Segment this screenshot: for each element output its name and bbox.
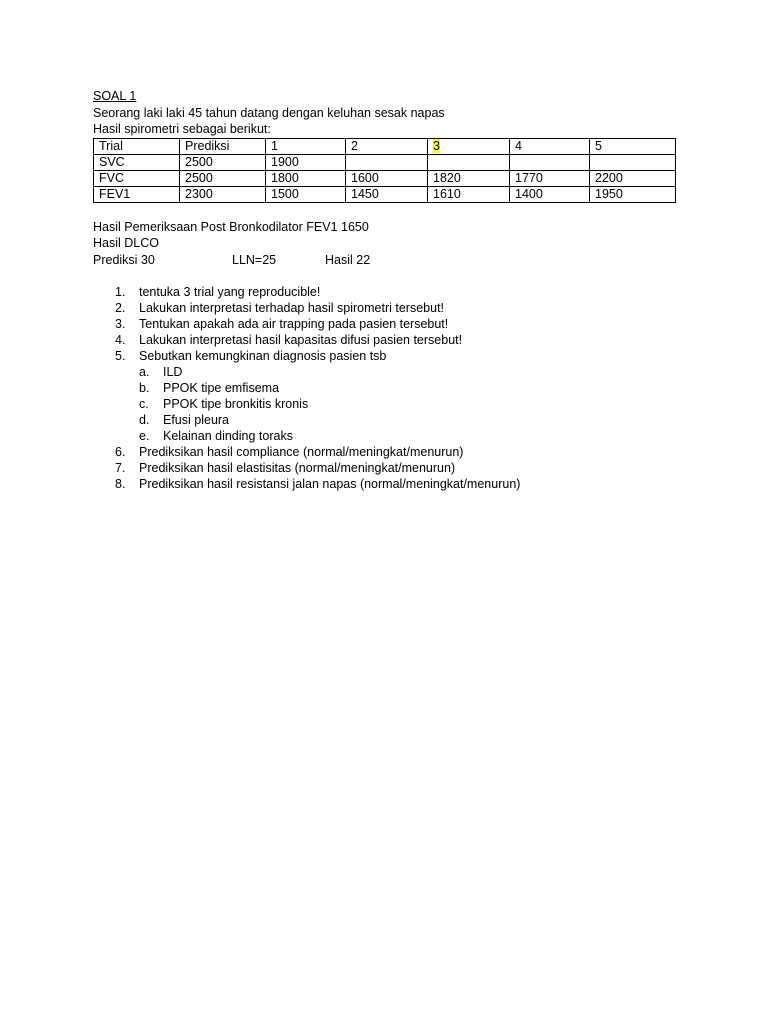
cell-text: 2500 (185, 154, 213, 169)
table-row (94, 154, 676, 170)
option-item (93, 364, 693, 380)
intro-text-2: Hasil spirometri sebagai berikut: (93, 122, 271, 136)
list-text: PPOK tipe bronkitis kronis (163, 397, 309, 411)
table-cell (428, 154, 510, 170)
list-text: Lakukan interpretasi hasil kapasitas difusi pasien tersebut! (139, 333, 463, 347)
cell-text: 2 (351, 138, 358, 153)
table-row (94, 170, 676, 186)
table-cell (94, 154, 180, 170)
list-number: 3. (115, 317, 126, 331)
dlco-values (93, 252, 693, 269)
list-text: Efusi pleura (163, 413, 230, 427)
list-number: b. (139, 381, 150, 395)
cell-text: 1500 (271, 186, 299, 201)
option-list (93, 364, 693, 444)
table-cell (180, 170, 266, 186)
table-cell (94, 170, 180, 186)
cell-text: 2200 (595, 170, 623, 185)
table-cell (510, 154, 590, 170)
cell-text: 1610 (433, 186, 461, 201)
question-item (93, 332, 693, 348)
question-item (93, 348, 693, 364)
table-header-cell (590, 138, 676, 154)
table-header-cell (428, 138, 510, 154)
cell-text: 1950 (595, 186, 623, 201)
list-text: Tentukan apakah ada air trapping pada pasien tersebut! (139, 317, 449, 331)
dlco-lln: LLN=25 (232, 252, 277, 267)
option-item (93, 396, 693, 412)
table-cell (590, 186, 676, 202)
option-item (93, 380, 693, 396)
table-cell (346, 154, 428, 170)
dlco-heading: Hasil DLCO (93, 236, 159, 250)
cell-text: 1820 (433, 170, 461, 185)
list-text: PPOK tipe emfisema (163, 381, 280, 395)
document-title: SOAL 1 (93, 89, 137, 103)
table-cell (266, 170, 346, 186)
table-header-row (94, 138, 676, 154)
list-text: Lakukan interpretasi terhadap hasil spirometri tersebut! (139, 301, 445, 315)
cell-text: 1800 (271, 170, 299, 185)
question-item (93, 316, 693, 332)
cell-text: 3 (433, 138, 440, 153)
cell-text: 5 (595, 138, 602, 153)
cell-text: 1450 (351, 186, 379, 201)
table-cell (428, 186, 510, 202)
table-row (94, 186, 676, 202)
question-list-continued (93, 444, 693, 492)
cell-text: Prediksi (185, 138, 230, 153)
table-header-cell (346, 138, 428, 154)
list-text: Kelainan dinding toraks (163, 429, 293, 443)
list-number: e. (139, 429, 150, 443)
post-bronchodilator-result: Hasil Pemeriksaan Post Bronkodilator FEV1 1650 (93, 219, 369, 234)
list-text: Prediksikan hasil resistansi jalan napas (normal/meningkat/menurun) (139, 477, 521, 491)
cell-text: 1900 (271, 154, 299, 169)
list-number: 7. (115, 461, 126, 475)
table-header-cell (510, 138, 590, 154)
question-item (93, 284, 693, 300)
table-cell (590, 154, 676, 170)
cell-text: SVC (99, 154, 125, 169)
list-number: 1. (115, 285, 126, 299)
list-number: a. (139, 365, 150, 379)
question-item (93, 300, 693, 316)
document-page (93, 88, 693, 492)
table-cell (180, 154, 266, 170)
table-header-cell (180, 138, 266, 154)
dlco-prediksi: Prediksi 30 (93, 252, 155, 267)
question-item (93, 444, 693, 460)
list-number: 6. (115, 445, 126, 459)
option-item (93, 412, 693, 428)
table-cell (346, 170, 428, 186)
list-text: ILD (163, 365, 183, 379)
list-number: 8. (115, 477, 126, 491)
table-cell (428, 170, 510, 186)
spirometry-table (93, 138, 676, 203)
list-number: d. (139, 413, 150, 427)
table-cell (94, 186, 180, 202)
list-number: 2. (115, 301, 126, 315)
list-text: Sebutkan kemungkinan diagnosis pasien tsb (139, 349, 387, 363)
question-list (93, 284, 693, 364)
table-cell (266, 186, 346, 202)
cell-text: 1770 (515, 170, 543, 185)
table-cell (266, 154, 346, 170)
table-cell (510, 170, 590, 186)
list-number: 4. (115, 333, 126, 347)
intro-text: Seorang laki laki 45 tahun datang dengan keluhan sesak napas (93, 105, 445, 120)
cell-text: 1 (271, 138, 278, 153)
cell-text: 1600 (351, 170, 379, 185)
table-cell (590, 170, 676, 186)
list-number: c. (139, 397, 149, 411)
list-number: 5. (115, 349, 126, 363)
cell-text: 2500 (185, 170, 213, 185)
cell-text: FEV1 (99, 186, 131, 201)
question-item (93, 476, 693, 492)
table-cell (346, 186, 428, 202)
dlco-hasil: Hasil 22 (325, 252, 371, 267)
list-text: tentuka 3 trial yang reproducible! (139, 285, 321, 299)
cell-text: Trial (99, 138, 123, 153)
table-cell (510, 186, 590, 202)
cell-text: 1400 (515, 186, 543, 201)
table-cell (180, 186, 266, 202)
cell-text: 4 (515, 138, 522, 153)
question-item (93, 460, 693, 476)
table-header-cell (266, 138, 346, 154)
option-item (93, 428, 693, 444)
table-header-cell (94, 138, 180, 154)
list-text: Prediksikan hasil compliance (normal/meningkat/menurun) (139, 445, 464, 459)
cell-text: FVC (99, 170, 124, 185)
cell-text: 2300 (185, 186, 213, 201)
list-text: Prediksikan hasil elastisitas (normal/meningkat/menurun) (139, 461, 456, 475)
